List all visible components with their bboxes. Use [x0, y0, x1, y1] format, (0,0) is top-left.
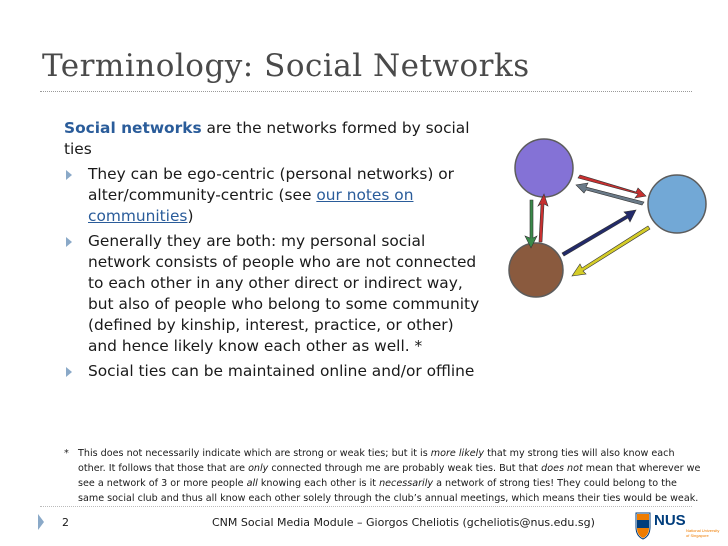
- triangle-bullet-icon: [66, 170, 72, 180]
- node-purple: [515, 139, 573, 197]
- triangle-bullet-icon: [66, 237, 72, 247]
- slide-body: [64, 118, 484, 386]
- footer-chevron-icon: [38, 514, 44, 530]
- triangle-bullet-icon: [66, 367, 72, 377]
- bullet-item: [64, 164, 484, 227]
- intro-term: Social networks: [64, 119, 202, 137]
- communities-notes-link[interactable]: our notes on communities: [88, 186, 414, 225]
- bullet-text: They can be ego-centric (personal networks) or alter/community-centric (see: [88, 165, 454, 204]
- title-divider: [40, 91, 692, 92]
- intro-rest: are the networks formed by social ties: [64, 119, 470, 158]
- svg-text:National University: National University: [686, 528, 720, 533]
- slide-title: Terminology: Social Networks: [42, 48, 530, 84]
- nus-logo: [634, 510, 720, 540]
- footer-divider: [40, 506, 692, 507]
- slide-number: 2: [62, 516, 69, 529]
- svg-text:of Singapore: of Singapore: [686, 533, 709, 538]
- social-network-diagram: [500, 138, 712, 298]
- footnote: [64, 446, 704, 506]
- intro-paragraph: [64, 118, 484, 160]
- bullet-text: Social ties can be maintained online and/or offline: [88, 362, 475, 380]
- bullet-item: [64, 231, 484, 357]
- bullet-text: Generally they are both: my personal social network consists of people who are not connected to each other in any other direct or indirect way, but also of people who belong to some community (defined by kinship, interest, practice, or other) and hence likely know each other as well. *: [88, 232, 480, 355]
- footnote-text: This does not necessarily indicate which are strong or weak ties; but it is more likely that my strong ties will also know each other. It follows that those that are only connected through me are probably weak ties. But that does not mean that wherever we see a network of 3 or more people all knowing each other is it necessarily a network of strong ties! They could belong to the same social club and thus all know each other solely through the club’s annual meetings, which means their ties would be weak.: [78, 448, 701, 504]
- bullet-list: [64, 164, 484, 382]
- node-brown: [509, 243, 563, 297]
- bullet-item: [64, 361, 484, 382]
- svg-text:NUS: NUS: [654, 512, 686, 529]
- bullet-text-end: ): [187, 207, 194, 225]
- node-blue: [648, 175, 706, 233]
- footnote-marker: *: [64, 448, 69, 459]
- footer-text: CNM Social Media Module – Giorgos Cheliotis (gcheliotis@nus.edu.sg): [212, 516, 595, 529]
